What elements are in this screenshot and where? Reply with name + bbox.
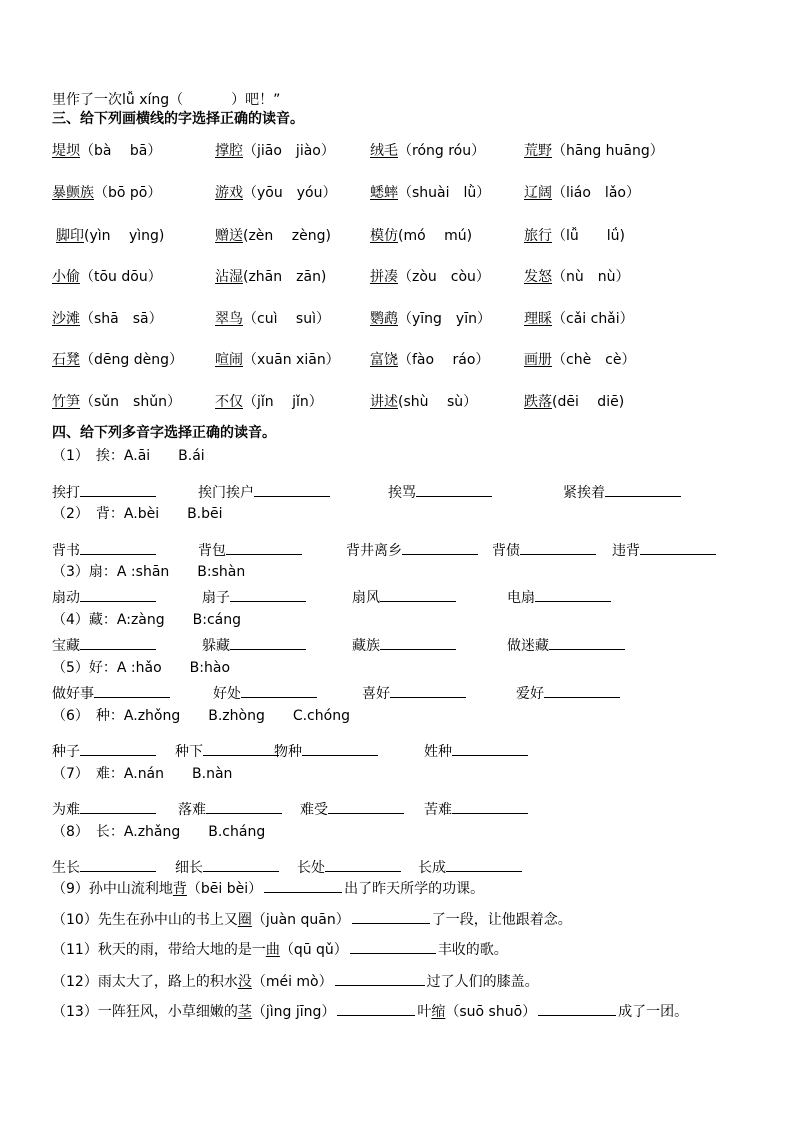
sentence-text: 了一段，让他跟着念。 xyxy=(431,912,572,928)
word-answer-item xyxy=(352,635,456,655)
answer-blank[interactable] xyxy=(402,540,478,555)
intro-suffix: ）吧！” xyxy=(231,92,281,108)
underlined-word: 游戏 xyxy=(215,185,243,201)
word-text: 扇动 xyxy=(52,590,80,606)
word-answer-item xyxy=(563,482,681,502)
sentence-text: 丰收的歌。 xyxy=(437,942,508,958)
word-text: 躲藏 xyxy=(202,638,230,654)
word-answer-item xyxy=(612,540,716,560)
sentence-text: （12）雨太大了，路上的积水 xyxy=(52,974,238,990)
word-answer-item xyxy=(178,799,282,819)
answer-blank[interactable] xyxy=(241,683,317,698)
word-text: 背包 xyxy=(198,543,226,559)
pinyin-item xyxy=(370,310,491,328)
word-text: 苦难 xyxy=(424,802,452,818)
word-text: 为难 xyxy=(52,802,80,818)
pinyin-item xyxy=(215,351,340,369)
pinyin-item xyxy=(370,268,490,286)
word-answer-item xyxy=(52,741,156,761)
pinyin-options: （yōu yóu） xyxy=(243,185,337,201)
word-answer-item xyxy=(388,482,492,502)
word-text: 种下 xyxy=(175,744,203,760)
underlined-word: 不仅 xyxy=(215,394,243,410)
pinyin-item xyxy=(370,142,485,160)
pinyin-options: （bēi bèi） xyxy=(186,881,263,897)
word-answer-item xyxy=(52,635,156,655)
answer-blank[interactable] xyxy=(446,857,522,872)
word-text: 挨打 xyxy=(52,485,80,501)
word-answer-item xyxy=(202,587,306,607)
pinyin-options: （xuān xiān） xyxy=(243,352,340,368)
underlined-word: 荒野 xyxy=(524,143,552,159)
pinyin-options: (dēi diē) xyxy=(552,394,625,410)
pinyin-options: （dēng dèng） xyxy=(80,352,183,368)
word-answer-item xyxy=(507,587,611,607)
pinyin-options: （hāng huāng） xyxy=(552,143,664,159)
underlined-word: 跌落 xyxy=(524,394,552,410)
answer-blank[interactable] xyxy=(535,587,611,602)
word-text: 背书 xyxy=(52,543,80,559)
polyphone-label: （1） 挨：A.āi B.ái xyxy=(52,448,205,464)
underlined-word: 沾湿 xyxy=(215,269,243,285)
word-text: 背债 xyxy=(492,543,520,559)
answer-blank[interactable] xyxy=(80,741,156,756)
answer-blank[interactable] xyxy=(230,587,306,602)
underlined-word: 辽阔 xyxy=(524,185,552,201)
word-text: 挨门挨户 xyxy=(198,485,254,501)
answer-blank[interactable] xyxy=(203,741,279,756)
answer-blank[interactable] xyxy=(80,587,156,602)
word-text: 好处 xyxy=(213,686,241,702)
word-answer-item xyxy=(352,587,456,607)
underlined-word: 竹笋 xyxy=(52,394,80,410)
pinyin-item xyxy=(370,227,472,245)
word-text: 宝藏 xyxy=(52,638,80,654)
word-answer-item xyxy=(198,482,330,502)
fill-sentence xyxy=(52,1001,688,1021)
pinyin-item xyxy=(524,227,625,245)
pinyin-item xyxy=(524,393,624,411)
pinyin-options: （bō pō） xyxy=(94,185,162,201)
underlined-word: 暴颤族 xyxy=(52,185,94,201)
word-text: 生长 xyxy=(52,860,80,876)
pinyin-item xyxy=(215,310,330,328)
pinyin-options: （fào ráo） xyxy=(398,352,490,368)
word-text: 细长 xyxy=(175,860,203,876)
pinyin-item xyxy=(215,142,335,160)
answer-blank[interactable] xyxy=(452,799,528,814)
answer-blank[interactable] xyxy=(350,939,436,954)
answer-blank[interactable] xyxy=(416,482,492,497)
answer-blank[interactable] xyxy=(80,540,156,555)
answer-blank[interactable] xyxy=(254,482,330,497)
word-text: 做好事 xyxy=(52,686,94,702)
pinyin-item xyxy=(215,393,323,411)
answer-blank[interactable] xyxy=(352,909,430,924)
underlined-word: 赠送 xyxy=(215,228,243,244)
answer-blank[interactable] xyxy=(226,540,302,555)
underlined-char: 茎 xyxy=(237,1004,252,1020)
answer-blank[interactable] xyxy=(230,635,306,650)
fill-sentence xyxy=(52,878,484,898)
pinyin-item xyxy=(370,184,490,202)
word-text: 爱好 xyxy=(516,686,544,702)
word-answer-item xyxy=(274,741,378,761)
pinyin-item xyxy=(52,310,163,328)
answer-blank[interactable] xyxy=(325,857,401,872)
pinyin-item xyxy=(52,268,162,286)
underlined-word: 理睬 xyxy=(524,311,552,327)
word-answer-item xyxy=(492,540,596,560)
sentence-text: 成了一团。 xyxy=(618,1004,689,1020)
pinyin-item xyxy=(524,310,634,328)
fill-sentence xyxy=(52,939,508,959)
word-text: 扇子 xyxy=(202,590,230,606)
pinyin-options: (shù sù） xyxy=(398,394,478,410)
word-text: 喜好 xyxy=(362,686,390,702)
pinyin-options: （cuì suì） xyxy=(243,311,330,327)
answer-blank[interactable] xyxy=(538,1001,616,1016)
fill-sentence xyxy=(52,909,572,929)
sentence-text: 过了人们的膝盖。 xyxy=(426,974,539,990)
pinyin-options: （lǚ lǘ) xyxy=(552,228,625,244)
polyphone-label: （5）好：A :hǎo B:hào xyxy=(52,660,231,676)
word-text: 藏族 xyxy=(352,638,380,654)
answer-blank[interactable] xyxy=(80,482,156,497)
pinyin-options: （zòu còu） xyxy=(398,269,490,285)
underlined-word: 拼凑 xyxy=(370,269,398,285)
pinyin-item xyxy=(52,351,183,369)
pinyin-options: （liáo lǎo） xyxy=(552,185,640,201)
polyphone-label: （3）扇：A :shān B:shàn xyxy=(52,564,246,580)
answer-blank[interactable] xyxy=(264,878,342,893)
word-answer-item xyxy=(52,857,156,877)
word-text: 种子 xyxy=(52,744,80,760)
word-text: 长处 xyxy=(297,860,325,876)
word-text: 物种 xyxy=(274,744,302,760)
sentence-text: 出了昨天所学的功课。 xyxy=(344,881,485,897)
underlined-word: 模仿 xyxy=(370,228,398,244)
pinyin-options: （shuài lǜ） xyxy=(398,185,491,201)
word-answer-item xyxy=(175,741,279,761)
answer-blank[interactable] xyxy=(94,683,170,698)
pinyin-options: (zhān zān) xyxy=(243,269,327,285)
polyphone-label: （2） 背：A.bèi B.bēi xyxy=(52,506,223,522)
word-answer-item xyxy=(424,741,528,761)
word-answer-item xyxy=(418,857,522,877)
pinyin-item xyxy=(215,268,326,286)
answer-blank[interactable] xyxy=(390,683,466,698)
underlined-word: 堤坝 xyxy=(52,143,80,159)
answer-blank[interactable] xyxy=(605,482,681,497)
pinyin-item xyxy=(524,268,630,286)
underlined-char: 背 xyxy=(172,881,187,897)
pinyin-options: （tōu dōu） xyxy=(80,269,162,285)
sentence-text: （10）先生在孙中山的书上又 xyxy=(52,912,238,928)
word-text: 挨骂 xyxy=(388,485,416,501)
underlined-char: 圈 xyxy=(237,912,252,928)
polyphone-label: （8） 长：A.zhǎng B.cháng xyxy=(52,824,266,840)
section4-heading: 四、给下列多音字选择正确的读音。 xyxy=(52,425,276,441)
pinyin-options: (yìn yìng) xyxy=(84,228,165,244)
underlined-word: 脚印 xyxy=(56,228,84,244)
word-text: 违背 xyxy=(612,543,640,559)
answer-blank[interactable] xyxy=(302,741,378,756)
word-text: 电扇 xyxy=(507,590,535,606)
intro-prefix: 里作了一次lǚ xíng（ xyxy=(52,92,184,108)
fill-sentence xyxy=(52,971,539,991)
pinyin-options: （jiāo jiào） xyxy=(243,143,335,159)
answer-blank[interactable] xyxy=(544,683,620,698)
word-answer-item xyxy=(362,683,466,703)
sentence-text: （13）一阵狂风，小草细嫩的 xyxy=(52,1004,238,1020)
word-answer-item xyxy=(297,857,401,877)
pinyin-options: （chè cè） xyxy=(552,352,636,368)
pinyin-options: （nù nù） xyxy=(552,269,630,285)
word-text: 做迷藏 xyxy=(507,638,549,654)
pinyin-item xyxy=(52,184,161,202)
word-answer-item xyxy=(507,635,625,655)
word-answer-item xyxy=(52,683,170,703)
answer-blank[interactable] xyxy=(337,1001,415,1016)
pinyin-options: (zèn zèng) xyxy=(243,228,331,244)
pinyin-options: （róng róu） xyxy=(398,143,486,159)
pinyin-item xyxy=(56,227,164,245)
underlined-word: 撑腔 xyxy=(215,143,243,159)
pinyin-item xyxy=(52,142,161,160)
underlined-word: 鹦鹉 xyxy=(370,311,398,327)
sentence-text: （9）孙中山流利地 xyxy=(52,881,173,897)
answer-blank[interactable] xyxy=(80,635,156,650)
underlined-word: 石凳 xyxy=(52,352,80,368)
pinyin-options: （jǐn jǐn） xyxy=(243,394,323,410)
underlined-word: 喧闹 xyxy=(215,352,243,368)
word-text: 姓种 xyxy=(424,744,452,760)
underlined-char: 缩 xyxy=(431,1004,446,1020)
pinyin-options: （cǎi chǎi） xyxy=(552,311,634,327)
pinyin-item xyxy=(524,184,640,202)
word-answer-item xyxy=(52,799,156,819)
word-answer-item xyxy=(424,799,528,819)
answer-blank[interactable] xyxy=(380,587,456,602)
answer-blank[interactable] xyxy=(80,857,156,872)
underlined-word: 旅行 xyxy=(524,228,552,244)
pinyin-item xyxy=(52,393,181,411)
underlined-char: 曲 xyxy=(265,942,280,958)
polyphone-label: （7） 难：A.nán B.nàn xyxy=(52,766,233,782)
pinyin-options: （bà bā） xyxy=(80,143,162,159)
pinyin-options: （suō shuō） xyxy=(445,1004,537,1020)
answer-blank[interactable] xyxy=(452,741,528,756)
answer-blank[interactable] xyxy=(640,540,716,555)
pinyin-item xyxy=(370,351,489,369)
answer-blank[interactable] xyxy=(335,971,425,986)
word-answer-item xyxy=(300,799,404,819)
answer-blank[interactable] xyxy=(549,635,625,650)
pinyin-options: （yīng yīn） xyxy=(398,311,491,327)
pinyin-item xyxy=(215,184,336,202)
pinyin-item xyxy=(370,393,477,411)
word-answer-item xyxy=(202,635,306,655)
section3-heading: 三、给下列画横线的字选择正确的读音。 xyxy=(52,111,304,127)
sentence-text: （11）秋天的雨，带给大地的是一 xyxy=(52,942,266,958)
word-answer-item xyxy=(52,587,156,607)
underlined-word: 画册 xyxy=(524,352,552,368)
pinyin-options: （jìng jīng） xyxy=(251,1004,336,1020)
underlined-word: 讲述 xyxy=(370,394,398,410)
word-answer-item xyxy=(516,683,620,703)
pinyin-options: （qū qǔ） xyxy=(279,942,348,958)
word-answer-item xyxy=(198,540,302,560)
word-answer-item xyxy=(52,540,156,560)
polyphone-label: （6） 种：A.zhǒng B.zhòng C.chóng xyxy=(52,708,350,724)
underlined-word: 发怒 xyxy=(524,269,552,285)
pinyin-item xyxy=(524,142,664,160)
underlined-word: 沙滩 xyxy=(52,311,80,327)
answer-blank[interactable] xyxy=(380,635,456,650)
answer-blank[interactable] xyxy=(80,799,156,814)
word-text: 紧挨着 xyxy=(563,485,605,501)
answer-blank[interactable] xyxy=(328,799,404,814)
answer-blank[interactable] xyxy=(520,540,596,555)
word-text: 长成 xyxy=(418,860,446,876)
underlined-word: 富饶 xyxy=(370,352,398,368)
sentence-text: 叶 xyxy=(417,1004,432,1020)
underlined-word: 翠鸟 xyxy=(215,311,243,327)
word-answer-item xyxy=(213,683,317,703)
pinyin-options: (mó mú) xyxy=(398,228,473,244)
word-answer-item xyxy=(175,857,279,877)
word-answer-item xyxy=(346,540,478,560)
polyphone-label: （4）藏：A:zàng B:cáng xyxy=(52,612,241,628)
pinyin-options: （méi mò） xyxy=(251,974,333,990)
answer-blank[interactable] xyxy=(203,857,279,872)
pinyin-item xyxy=(215,227,331,245)
underlined-word: 蟋蟀 xyxy=(370,185,398,201)
word-text: 背井离乡 xyxy=(346,543,402,559)
underlined-char: 没 xyxy=(237,974,252,990)
word-text: 难受 xyxy=(300,802,328,818)
underlined-word: 绒毛 xyxy=(370,143,398,159)
pinyin-item xyxy=(524,351,636,369)
pinyin-options: （shā sā） xyxy=(80,311,163,327)
word-answer-item xyxy=(52,482,156,502)
underlined-word: 小偷 xyxy=(52,269,80,285)
pinyin-options: （juàn quān） xyxy=(251,912,350,928)
answer-blank[interactable] xyxy=(206,799,282,814)
pinyin-options: （sǔn shǔn） xyxy=(80,394,181,410)
word-text: 扇风 xyxy=(352,590,380,606)
word-text: 落难 xyxy=(178,802,206,818)
intro-line xyxy=(52,90,280,109)
